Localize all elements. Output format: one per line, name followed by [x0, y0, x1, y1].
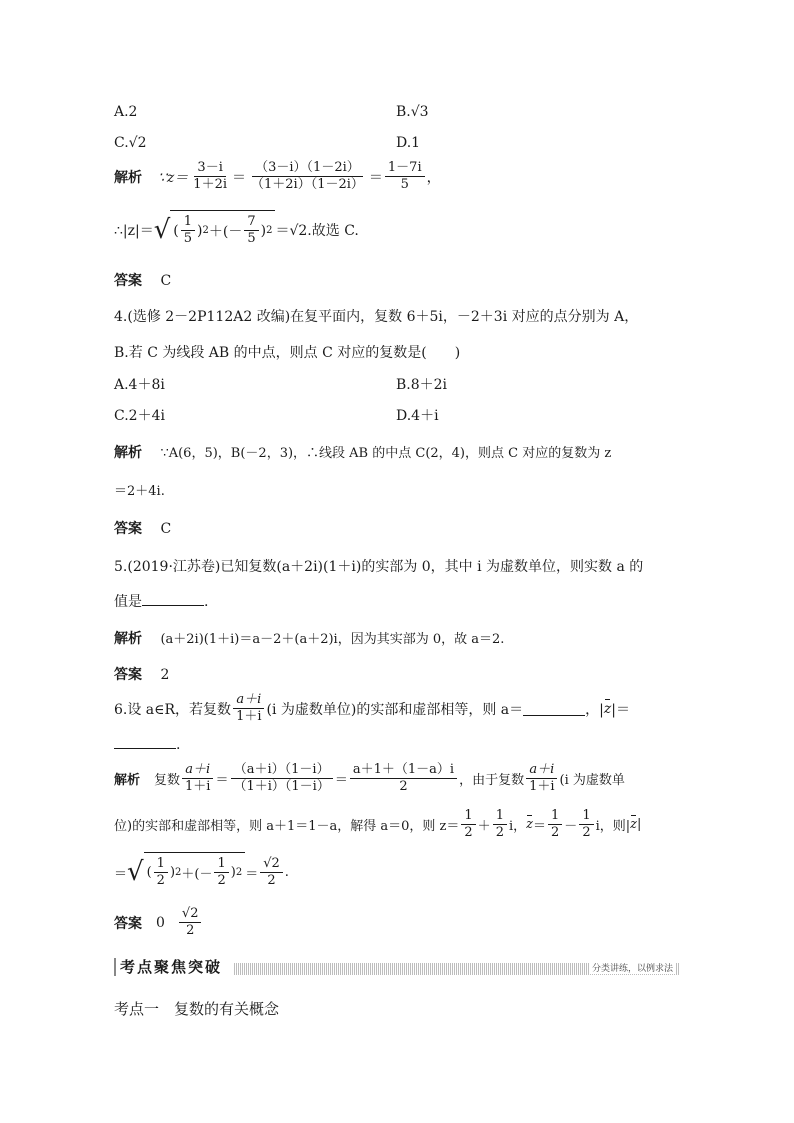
analysis-label: 解析 [114, 169, 142, 186]
answer-label: 答案 [114, 667, 142, 683]
q5-analysis [114, 628, 504, 648]
answer-label: 答案 [114, 915, 142, 932]
q3-answer [114, 270, 171, 290]
fraction: $\frac{1}{2}$ [548, 808, 562, 841]
q3-analysis-line1: 解析 ∵z＝ $\frac{3-i}{1+2i}$ ＝ $\frac{(3-i)(1-2i)}{(1+2i)(1-2i)}$ ＝ $\frac{1-7i}{5}$ ， [114, 160, 441, 192]
fraction: $\frac{a+i}{1+i}$ [182, 762, 213, 795]
q4-analysis-line2: ＝2＋4i. [114, 484, 165, 499]
fraction: $\frac{a+1+(1-a)i}{2}$ [350, 762, 457, 795]
answer-label: 答案 [114, 273, 142, 289]
q6-stem-line1: 6.设 a∈R，若复数 $\frac{a+i}{1+i}$ (i 为虚数单位)的实部和虚部相等，则 a＝ ，| z |＝ [114, 692, 630, 724]
answer-value: C [160, 521, 172, 537]
q3-option-d: D.1 [396, 135, 421, 151]
analysis-text: ∵A(6，5)，B(－2，3)，∴线段 AB 的中点 C(2，4)，则点 C 对应的复数为 z [160, 446, 612, 461]
q5-stem-line1: 5.(2019·江苏卷)已知复数(a＋2i)(1＋i)的实部为 0，其中 i 为虚数单位，则实数 a 的 [114, 559, 644, 575]
q4-option-b: B.8＋2i [396, 377, 448, 393]
sqrt: √ ( $\frac{1}{5}$ ) 2 ＋(－ $\frac{7}{5}$ ) 2 [154, 210, 276, 250]
q6-answer [114, 906, 203, 939]
fraction: $\frac{1-7i}{5}$ [385, 160, 425, 193]
analysis-label: 解析 [114, 445, 142, 461]
section-heading: 考点一 复数的有关概念 [114, 1000, 280, 1018]
answer-value: 0 [156, 914, 165, 931]
banner-title: 考点聚焦突破 [114, 958, 228, 976]
math-text: ∵z＝ [158, 169, 189, 186]
banner-subtitle: 分类讲练，以例求法 [589, 961, 676, 974]
answer-blank-a[interactable] [523, 701, 585, 716]
q6-analysis-line3: ＝ √ ( $\frac{1}{2}$ ) 2 ＋(－ $\frac{1}{2}$ ) 2 ＝ $\frac{√2}{2}$ . [114, 852, 289, 892]
q6-analysis-line1: 解析 复数 $\frac{a+i}{1+i}$ ＝ $\frac{(a+i)(1-i)}{(1+i)(1-i)}$ ＝ $\frac{a+1+(1-a)i}{2}$ ，由于复数 $\frac{a+i}{1+i}$ (i 为虚数单 [114, 762, 625, 794]
answer-value: C [160, 273, 172, 289]
q4-option-c: C.2＋4i [114, 408, 165, 424]
q5-answer [114, 664, 169, 684]
answer-fraction: $\frac{√2}{2}$ [179, 906, 202, 939]
math-text: ＝√2.故选 C. [275, 223, 359, 239]
q6-analysis-line2: 位)的实部和虚部相等，则 a＋1＝1－a，解得 a＝0，则 z＝ $\frac{1}{2}$ ＋ $\frac{1}{2}$ i， z ＝ $\frac{1}{2}$ － $\frac{1}{2}$ i，则| z | [114, 808, 642, 840]
q3-option-c: C.√2 [114, 135, 147, 151]
q3-option-a: A.2 [114, 104, 138, 120]
q5-stem-line2: 值是 . [114, 591, 208, 611]
analysis-label: 解析 [114, 631, 142, 647]
q6-stem-line2: . [114, 734, 180, 753]
q4-stem-line2: B.若 C 为线段 AB 的中点，则点 C 对应的复数是( ) [114, 345, 461, 361]
fraction: $\frac{3-i}{1+2i}$ [193, 160, 227, 192]
q4-answer [114, 518, 171, 538]
answer-value: 2 [160, 667, 170, 683]
q4-analysis-line1 [114, 442, 611, 462]
q3-analysis-line2 [114, 210, 359, 250]
fraction: $\frac{a+i}{1+i}$ [233, 692, 264, 725]
section-banner [114, 958, 680, 976]
q4-option-d: D.4＋i [396, 408, 439, 424]
fraction: $\frac{1}{2}$ [493, 808, 507, 841]
fraction: $\frac{1}{2}$ [579, 808, 593, 841]
sqrt: √ ( $\frac{1}{2}$ ) 2 ＋(－ $\frac{1}{2}$ ) 2 [127, 852, 245, 892]
fraction: $\frac{1}{2}$ [461, 808, 475, 841]
analysis-text: (a＋2i)(1＋i)＝a－2＋(a＋2)i，因为其实部为 0，故 a＝2. [160, 632, 505, 647]
answer-label: 答案 [114, 521, 142, 537]
math-text: ∴|z|＝ [114, 223, 154, 239]
fraction: $\frac{a+i}{1+i}$ [526, 762, 557, 795]
fraction: $\frac{√2}{2}$ [260, 856, 283, 889]
answer-blank[interactable] [142, 591, 204, 606]
q4-option-a: A.4＋8i [114, 377, 165, 393]
answer-blank-z[interactable] [114, 734, 176, 749]
fraction: $\frac{(a+i)(1-i)}{(1+i)(1-i)}$ [230, 762, 332, 795]
q4-stem-line1: 4.(选修 2－2P112A2 改编)在复平面内，复数 6＋5i，－2＋3i 对应的点分别为 A， [114, 309, 639, 325]
q3-option-b: B.√3 [396, 104, 429, 120]
fraction: $\frac{(3-i)(1-2i)}{(1+2i)(1-2i)}$ [251, 160, 364, 192]
analysis-label: 解析 [114, 773, 141, 788]
